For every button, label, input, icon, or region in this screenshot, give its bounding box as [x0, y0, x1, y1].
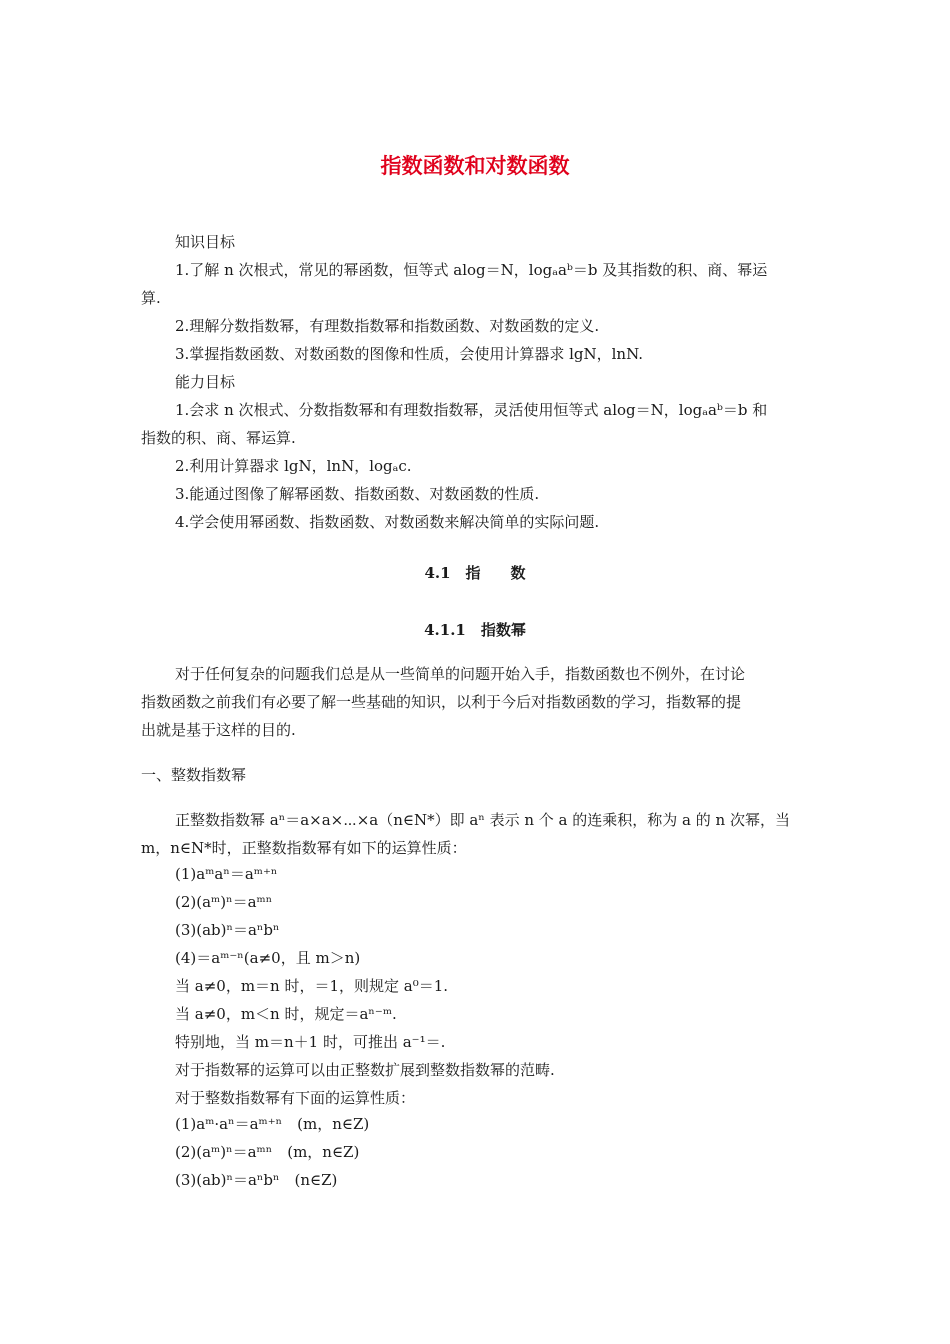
ability-goal-1-cont: 指数的积、商、幂运算.	[141, 429, 296, 447]
rule-2: 当 a≠0，m＜n 时，规定＝aⁿ⁻ᵐ.	[175, 1005, 397, 1023]
property-3: (3)(ab)ⁿ＝aⁿbⁿ	[175, 921, 280, 939]
knowledge-goal-3: 3.掌握指数函数、对数函数的图像和性质，会使用计算器求 lgN，lnN.	[175, 345, 643, 363]
integer-property-2: (2)(aᵐ)ⁿ＝aᵐⁿ (m，n∈Z)	[175, 1143, 360, 1161]
subsection-heading: 4.1.1 指数幂	[424, 621, 526, 639]
integer-property-1: (1)aᵐ·aⁿ＝aᵐ⁺ⁿ (m，n∈Z)	[175, 1115, 370, 1133]
ability-goal-4: 4.学会使用幂函数、指数函数、对数函数来解决简单的实际问题.	[175, 513, 600, 531]
rule-5: 对于整数指数幂有下面的运算性质：	[175, 1089, 416, 1107]
integer-property-3: (3)(ab)ⁿ＝aⁿbⁿ (n∈Z)	[175, 1171, 338, 1189]
property-4: (4)＝aᵐ⁻ⁿ(a≠0，且 m＞n)	[175, 949, 361, 967]
rule-1: 当 a≠0，m＝n 时，＝1，则规定 a⁰＝1.	[175, 977, 449, 995]
page-title: 指数函数和对数函数	[380, 154, 570, 178]
intro-line-3: 出就是基于这样的目的.	[141, 721, 296, 739]
ability-goal-1: 1.会求 n 次根式、分数指数幂和有理数指数幂，灵活使用恒等式 alog＝N，logₐaᵇ＝b 和	[175, 401, 768, 419]
ability-goals-heading: 能力目标	[175, 373, 236, 391]
knowledge-goal-1-cont: 算.	[141, 289, 161, 307]
property-1: (1)aᵐaⁿ＝aᵐ⁺ⁿ	[175, 865, 278, 883]
definition-line-2: m，n∈N*时，正整数指数幂有如下的运算性质：	[141, 839, 467, 857]
knowledge-goal-2: 2.理解分数指数幂，有理数指数幂和指数函数、对数函数的定义.	[175, 317, 600, 335]
section-heading: 4.1 指 数	[424, 564, 526, 582]
ability-goal-3: 3.能通过图像了解幂函数、指数函数、对数函数的性质.	[175, 485, 540, 503]
rule-4: 对于指数幂的运算可以由正整数扩展到整数指数幂的范畴.	[175, 1061, 555, 1079]
intro-line-2: 指数函数之前我们有必要了解一些基础的知识，以利于今后对指数函数的学习，指数幂的提	[141, 693, 742, 711]
ability-goal-2: 2.利用计算器求 lgN，lnN，logₐc.	[175, 457, 412, 475]
knowledge-goals-heading: 知识目标	[175, 233, 236, 251]
rule-3: 特别地，当 m＝n＋1 时，可推出 a⁻¹＝.	[175, 1033, 446, 1051]
property-2: (2)(aᵐ)ⁿ＝aᵐⁿ	[175, 893, 273, 911]
intro-line-1: 对于任何复杂的问题我们总是从一些简单的问题开始入手，指数函数也不例外，在讨论	[175, 665, 746, 683]
knowledge-goal-1: 1.了解 n 次根式，常见的幂函数，恒等式 alog＝N，logₐaᵇ＝b 及其指数的积、商、幂运	[175, 261, 768, 279]
part-heading: 一、整数指数幂	[141, 766, 247, 784]
definition-line-1: 正整数指数幂 aⁿ＝a×a×⋯×a（n∈N*）即 aⁿ 表示 n 个 a 的连乘积，称为 a 的 n 次幂，当	[175, 811, 790, 829]
